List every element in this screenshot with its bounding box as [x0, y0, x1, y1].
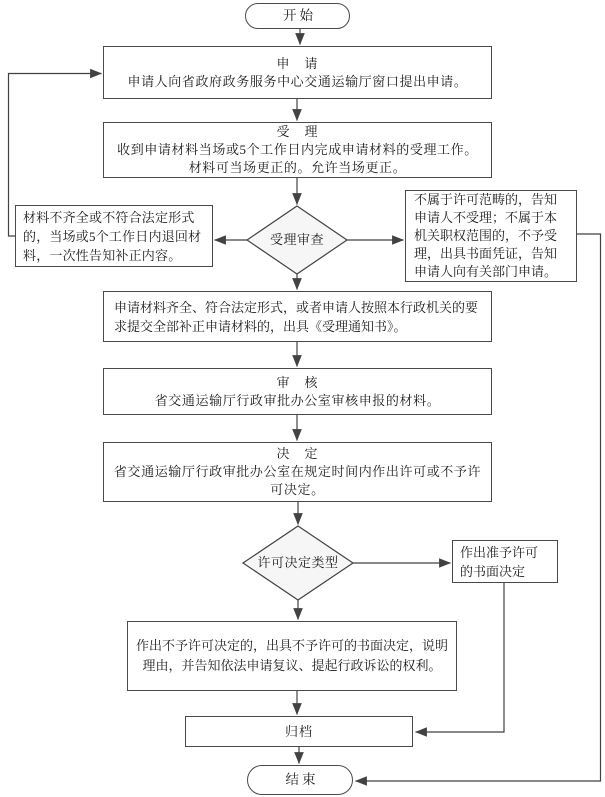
review-check-label: 受理审查	[269, 232, 324, 247]
incomplete-body: 材料不齐全或不符合法定形式的，当场或5个工作日内退回材料，一次性告知补正内容。	[23, 209, 202, 263]
deny-box	[127, 621, 457, 691]
grant-body: 作出准予许可的书面决定	[460, 544, 539, 579]
start-node	[245, 3, 350, 29]
decide-body: 省交通运输厅行政审批办公室在规定时间内作出许可或不予许可决定。	[113, 464, 482, 497]
decide-box	[103, 442, 492, 502]
archive-label: 归档	[284, 723, 313, 739]
apply-title: 申 请	[276, 55, 319, 71]
audit-box	[103, 368, 492, 415]
decision-type-label: 许可决定类型	[257, 555, 339, 570]
grant-box	[452, 540, 558, 583]
accept-body: 收到申请材料当场或5个工作日内完成申请材料的受理工作。材料可当场更正的。允许当场更正。	[117, 142, 478, 175]
notice-box	[103, 291, 492, 342]
archive-box	[185, 716, 413, 747]
end-node	[247, 765, 353, 795]
out-of-scope-box	[405, 190, 577, 282]
apply-box	[103, 46, 492, 99]
incomplete-box	[15, 205, 213, 267]
start-label: 开始	[283, 8, 316, 23]
deny-body: 作出不予许可决定的，出具不予许可的书面决定，说明理由，并告知依法申请复议、提起行政诉讼的权利。	[135, 638, 448, 673]
accept-box	[103, 122, 492, 178]
audit-body: 省交通运输厅行政审批办公室审核申报的材料。	[154, 392, 441, 408]
notice-body: 申请材料齐全、符合法定形式，或者申请人按照本行政机关的要求提交全部补正申请材料的，出具《受理通知书》。	[114, 299, 479, 334]
out-of-scope-body: 不属于许可范畴的，告知申请人不受理；不属于本机关职权范围的，不予受理，出具书面凭证，告知申请人向有关部门申请。	[414, 192, 558, 279]
audit-title: 审 核	[276, 374, 319, 390]
apply-body: 申请人向省政府政务服务中心交通运输厅窗口提出申请。	[127, 73, 468, 89]
decide-title: 决 定	[276, 446, 319, 461]
end-label: 结束	[285, 772, 319, 787]
accept-title: 受 理	[276, 124, 319, 139]
